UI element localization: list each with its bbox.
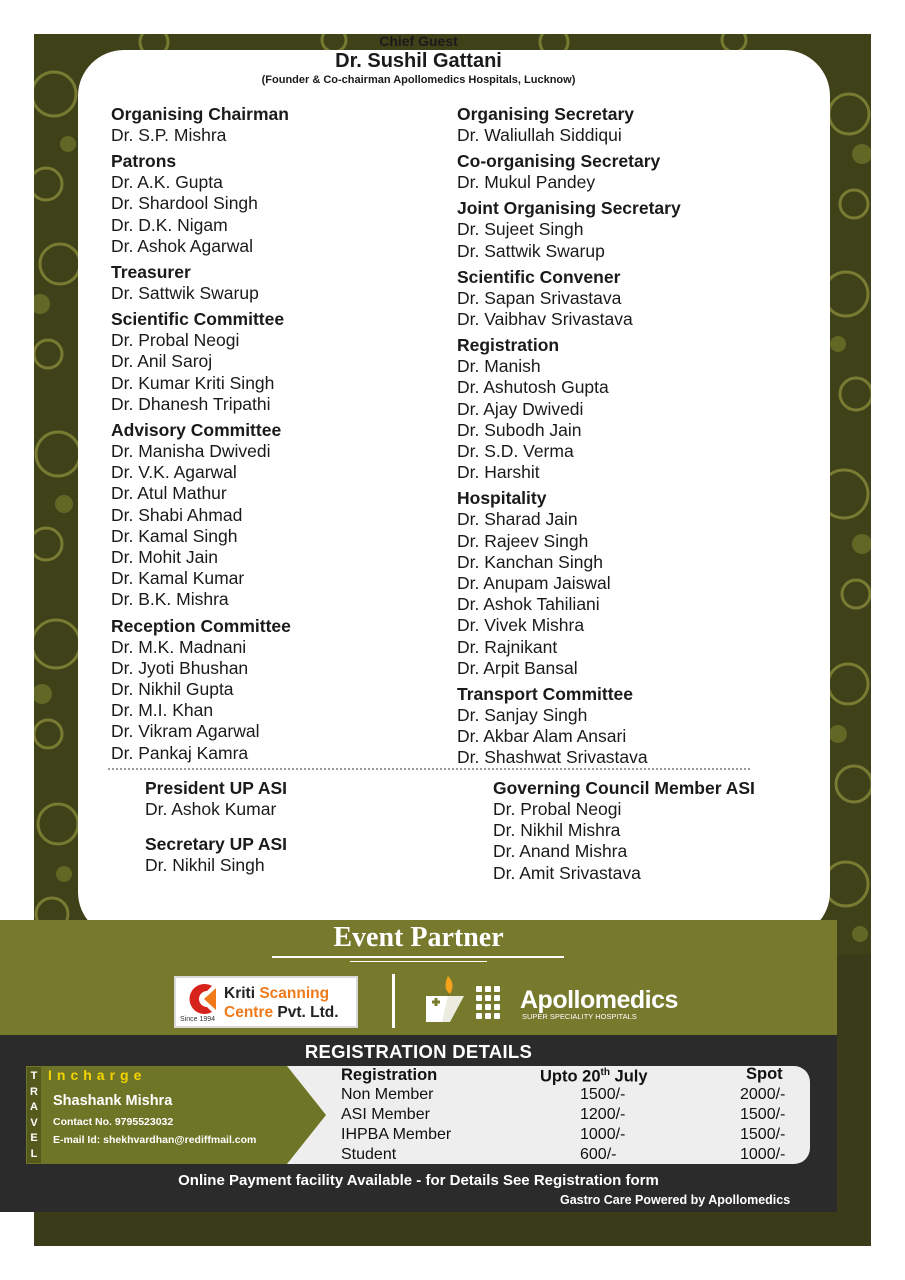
committee-member: Dr. Shardool Singh [111, 193, 258, 214]
committee-member: Dr. S.P. Mishra [111, 125, 227, 145]
committee-title: Patrons [111, 151, 177, 172]
committee-member: Dr. Rajnikant [457, 636, 558, 657]
incharge-contact: Contact No. 9795523032 [53, 1116, 174, 1128]
kriti-since: Since 1994 [180, 1016, 216, 1023]
partner-divider [392, 974, 395, 1028]
travel-letter: T [30, 1070, 38, 1082]
committee-member: Dr. Kanchan Singh [457, 551, 603, 572]
committee-title: Co-organising Secretary [457, 151, 661, 172]
travel-letter: V [30, 1116, 38, 1129]
committee-member: Dr. Ashok Kumar [145, 799, 277, 819]
committee-group [457, 151, 787, 193]
committee-member: Dr. Kumar Kriti Singh [111, 372, 275, 393]
committee-member: Dr. B.K. Mishra [111, 589, 229, 610]
committee-member: Dr. D.K. Nigam [111, 214, 228, 235]
committee-title: Treasurer [111, 262, 191, 283]
row-spot-fee: 1500/- [740, 1126, 786, 1143]
committee-column-left [111, 104, 431, 769]
incharge-name: Shashank Mishra [53, 1093, 173, 1109]
committee-member: Dr. Probal Neogi [493, 799, 622, 819]
committee-member: Dr. Sattwik Swarup [111, 283, 259, 304]
committee-member: Dr. Pankaj Kamra [111, 742, 249, 763]
committee-group [457, 267, 787, 330]
incharge-email: E-mail Id: shekhvardhan@rediffmail.com [53, 1134, 257, 1146]
apollomedics-tagline: SUPER SPECIALITY HOSPITALS [522, 1012, 637, 1021]
committee-member: Dr. Harshit [457, 462, 540, 483]
committee-title: Organising Chairman [111, 104, 289, 124]
committee-member: Dr. Kamal Singh [111, 525, 238, 546]
powered-by-note: Gastro Care Powered by Apollomedics [560, 1193, 791, 1207]
committee-group [111, 262, 431, 304]
committee-title: Advisory Committee [111, 420, 282, 441]
committee-member: Dr. Sattwik Swarup [457, 240, 605, 261]
committee-member: Dr. Mukul Pandey [457, 172, 596, 193]
committee-title: President UP ASI [145, 778, 287, 798]
row-category: Non Member [341, 1086, 434, 1103]
event-partner-title: Event Partner [333, 922, 504, 953]
title-underline-secondary [350, 961, 487, 962]
committee-member: Dr. Sujeet Singh [457, 219, 584, 240]
title-underline [272, 956, 564, 958]
committee-member: Dr. S.D. Verma [457, 441, 574, 462]
committee-member: Dr. M.K. Madnani [111, 636, 247, 657]
row-early-fee: 600/- [580, 1146, 617, 1163]
committee-member: Dr. Nikhil Singh [145, 855, 265, 876]
kriti-name-line2: Centre Pvt. Ltd. [224, 1004, 339, 1021]
committee-member: Dr. Waliullah Siddiqui [457, 125, 622, 145]
registration-title: REGISTRATION DETAILS [304, 1041, 533, 1062]
committee-member: Dr. Sapan Srivastava [457, 287, 622, 308]
committee-member: Dr. Anand Mishra [493, 841, 628, 862]
committee-member: Dr. Kamal Kumar [111, 568, 245, 589]
committee-group [111, 420, 431, 611]
committee-group [457, 198, 787, 261]
dotted-divider [108, 768, 750, 770]
chief-guest-affiliation: (Founder & Co-chairman Apollomedics Hospitals, Lucknow) [261, 74, 576, 86]
online-payment-note: Online Payment facility Available - for Details See Registration form [178, 1172, 659, 1189]
committee-member: Dr. Mohit Jain [111, 547, 218, 568]
asi-column-right [493, 778, 823, 889]
row-spot-fee: 1500/- [740, 1106, 786, 1123]
committee-member: Dr. Manish [457, 356, 541, 377]
committee-member: Dr. Ashok Agarwal [111, 235, 254, 256]
committee-member: Dr. Amit Srivastava [493, 862, 641, 883]
committee-group [457, 104, 787, 146]
chief-guest-name: Dr. Sushil Gattani [335, 50, 502, 72]
committee-member: Dr. Ashutosh Gupta [457, 377, 609, 398]
kriti-scanning-logo [174, 976, 358, 1028]
row-spot-fee: 2000/- [740, 1086, 786, 1103]
committee-member: Dr. Sanjay Singh [457, 705, 588, 726]
chief-guest-label: Chief Guest [379, 33, 458, 49]
committee-title: Secretary UP ASI [145, 834, 288, 855]
committee-member: Dr. Arpit Bansal [457, 657, 578, 678]
committee-member: Dr. Jyoti Bhushan [111, 657, 249, 678]
incharge-label: Incharge [48, 1067, 147, 1083]
committee-member: Dr. V.K. Agarwal [111, 462, 237, 483]
committee-group [457, 488, 787, 679]
travel-letter: E [30, 1132, 38, 1144]
header-spot: Spot [746, 1065, 783, 1083]
travel-letter: A [30, 1101, 38, 1113]
committee-member: Dr. Nikhil Gupta [111, 679, 234, 700]
apollomedics-name: Apollomedics [520, 986, 678, 1014]
committee-title: Reception Committee [111, 615, 291, 636]
committee-member: Dr. Akbar Alam Ansari [457, 726, 627, 747]
asi-group [493, 778, 823, 884]
row-category: Student [341, 1146, 397, 1163]
row-spot-fee: 1000/- [740, 1146, 786, 1163]
row-early-fee: 1000/- [580, 1126, 626, 1143]
committee-column-right [457, 104, 787, 774]
committee-member: Dr. Shabi Ahmad [111, 504, 243, 525]
apollomedics-mark-icon [424, 972, 516, 1024]
committee-title: Organising Secretary [457, 104, 635, 124]
committee-member: Dr. Vivek Mishra [457, 615, 585, 636]
asi-group [145, 834, 465, 876]
committee-member: Dr. Manisha Dwivedi [111, 441, 271, 462]
header-registration: Registration [341, 1066, 438, 1084]
committee-title: Transport Committee [457, 684, 633, 705]
committee-member: Dr. Nikhil Mishra [493, 820, 621, 841]
asi-column-left [145, 778, 465, 881]
row-category: ASI Member [341, 1106, 430, 1123]
committee-group [111, 309, 431, 415]
row-category: IHPBA Member [341, 1126, 452, 1143]
committee-group [111, 616, 431, 764]
committee-group [111, 104, 431, 146]
committee-member: Dr. Vaibhav Srivastava [457, 309, 633, 330]
travel-letter: L [30, 1147, 38, 1160]
committee-member: Dr. Shashwat Srivastava [457, 747, 648, 768]
committee-title: Scientific Convener [457, 266, 621, 287]
committee-member: Dr. Anupam Jaiswal [457, 573, 611, 594]
header-early: Upto 20th July [540, 1067, 648, 1086]
committee-group [457, 335, 787, 483]
committee-group [457, 684, 787, 769]
committee-member: Dr. Rajeev Singh [457, 530, 589, 551]
committee-member: Dr. Dhanesh Tripathi [111, 393, 271, 414]
committee-member: Dr. Ajay Dwivedi [457, 398, 584, 419]
asi-group [145, 778, 465, 820]
committee-title: Governing Council Member ASI [493, 778, 755, 798]
committee-member: Dr. Atul Mathur [111, 483, 227, 504]
kriti-name-line1: Kriti Scanning [224, 985, 330, 1002]
committee-member: Dr. Subodh Jain [457, 419, 582, 440]
committee-member: Dr. Anil Saroj [111, 351, 213, 372]
committee-member: Dr. Probal Neogi [111, 330, 240, 351]
row-early-fee: 1500/- [580, 1086, 626, 1103]
committee-member: Dr. A.K. Gupta [111, 172, 223, 193]
committee-title: Scientific Committee [111, 309, 285, 330]
committee-group [111, 151, 431, 257]
row-early-fee: 1200/- [580, 1106, 626, 1123]
registration-table [250, 1066, 810, 1164]
committee-member: Dr. Ashok Tahiliani [457, 594, 600, 615]
committee-member: Dr. Vikram Agarwal [111, 721, 260, 742]
travel-letter: R [30, 1085, 38, 1098]
committee-title: Hospitality [457, 488, 547, 509]
committee-member: Dr. Sharad Jain [457, 509, 578, 530]
kriti-mark-icon [182, 982, 220, 1016]
committee-title: Joint Organising Secretary [457, 198, 681, 219]
committee-member: Dr. M.I. Khan [111, 700, 214, 721]
committee-title: Registration [457, 335, 560, 356]
